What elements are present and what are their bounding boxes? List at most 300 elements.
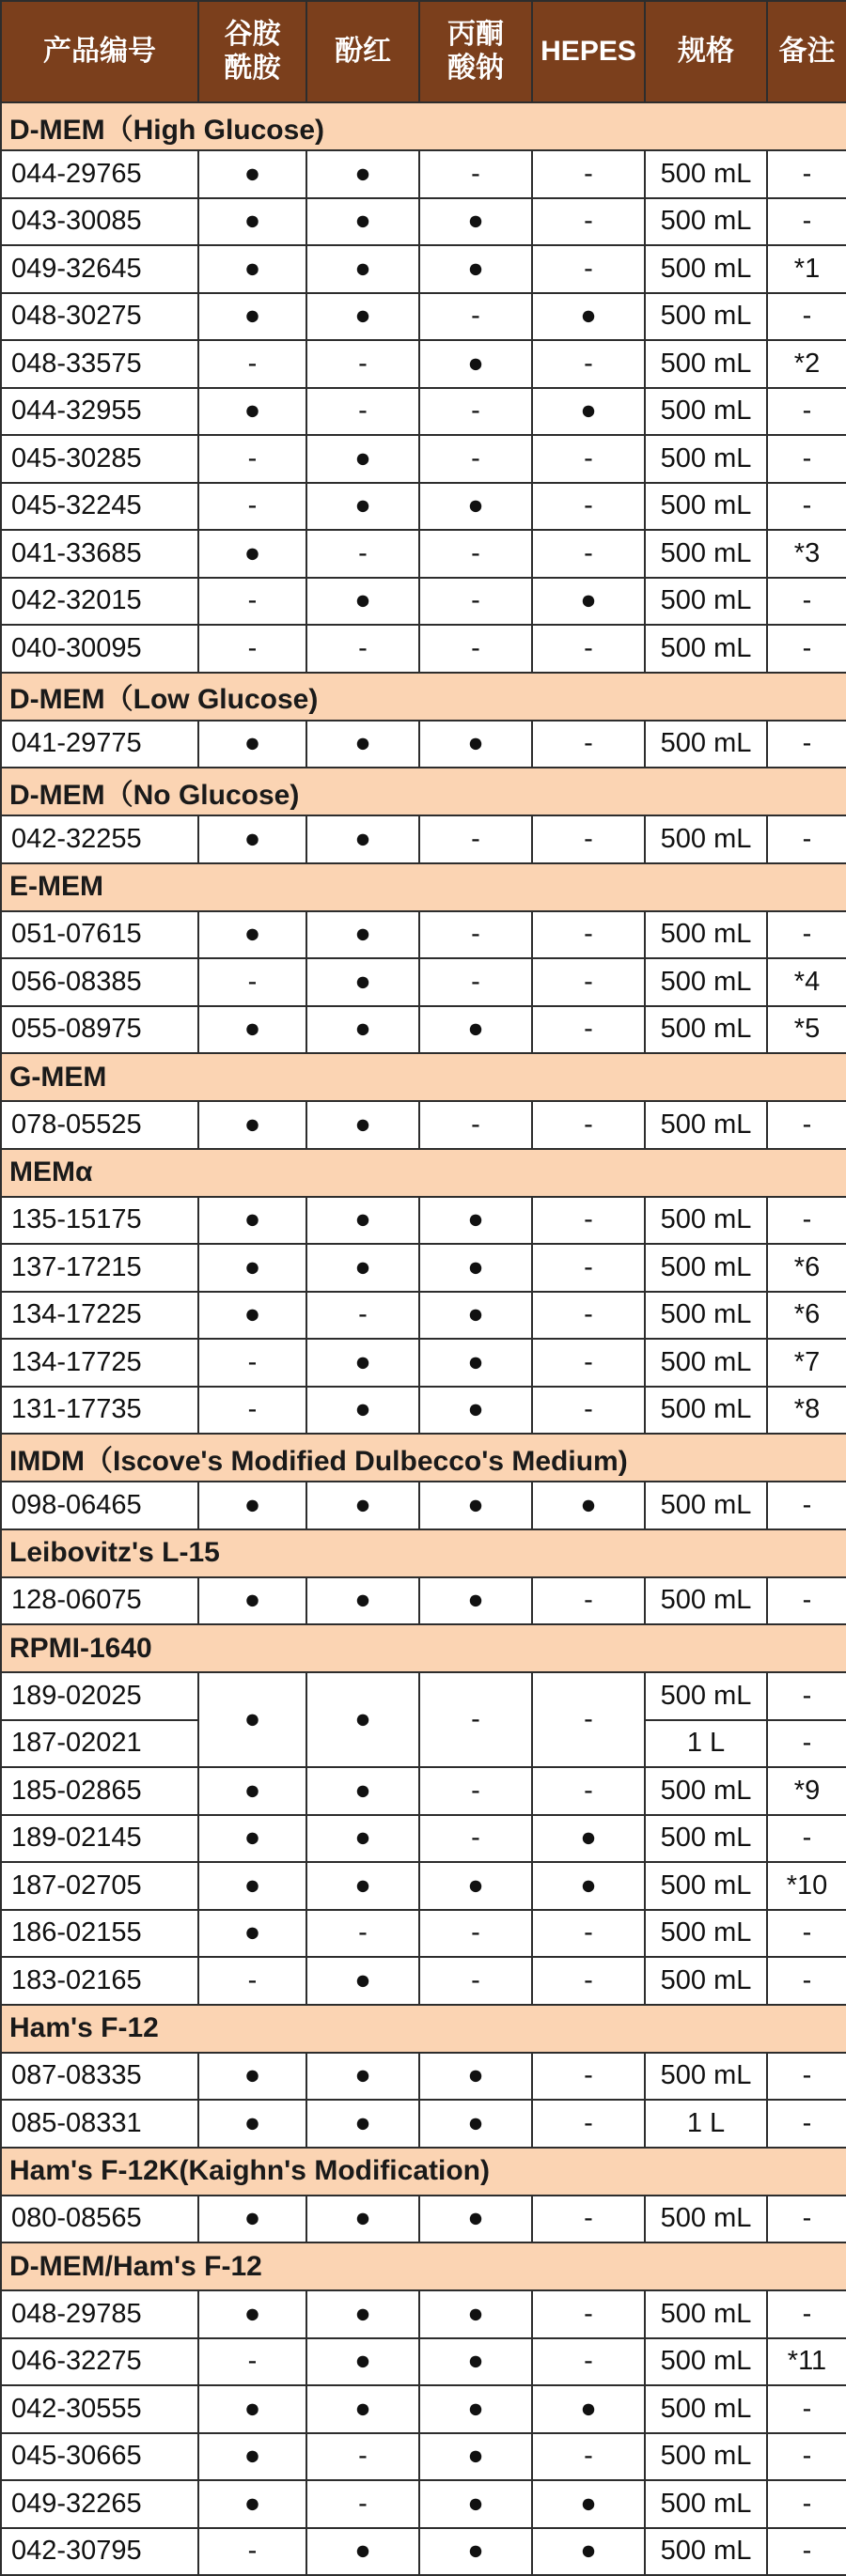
table-row (1, 1672, 846, 1720)
cell-hepes: - (532, 1197, 645, 1245)
cell-glu: - (198, 1957, 306, 2005)
cell-glu: ● (198, 2053, 306, 2101)
product-code: 042-30555 (1, 2385, 198, 2433)
cell-glu: - (198, 1387, 306, 1435)
cell-size: 500 mL (645, 293, 767, 341)
header-pyruvate (419, 1, 532, 102)
cell-glu: ● (198, 245, 306, 293)
cell-hepes: ● (532, 293, 645, 341)
cell-hepes: - (532, 2100, 645, 2148)
product-code: 135-15175 (1, 1197, 198, 1245)
cell-hepes: ● (532, 2385, 645, 2433)
cell-hepes: ● (532, 2480, 645, 2528)
cell-pr: ● (306, 150, 419, 198)
cell-size: 500 mL (645, 815, 767, 863)
cell-hepes: - (532, 2290, 645, 2338)
cell-pyr: - (419, 1957, 532, 2005)
cell-note: - (767, 1577, 846, 1625)
table-row (1, 198, 846, 246)
cell-pyr: - (419, 911, 532, 959)
header-pyruvate-line1: 丙酮 (447, 19, 504, 50)
cell-note: - (767, 2290, 846, 2338)
cell-glu: ● (198, 1244, 306, 1292)
cell-size: 500 mL (645, 435, 767, 483)
product-code: 042-30795 (1, 2528, 198, 2576)
product-code: 041-33685 (1, 530, 198, 578)
product-code: 134-17725 (1, 1339, 198, 1387)
cell-hepes: - (532, 1957, 645, 2005)
cell-pyr: ● (419, 1387, 532, 1435)
cell-glu: ● (198, 1767, 306, 1815)
cell-size: 500 mL (645, 625, 767, 673)
cell-hepes: - (532, 530, 645, 578)
cell-pr: - (306, 530, 419, 578)
section-title: D-MEM（High Glucose) (1, 102, 846, 150)
cell-hepes: - (532, 198, 645, 246)
cell-pr: ● (306, 1482, 419, 1529)
cell-pr: ● (306, 911, 419, 959)
cell-note: - (767, 2053, 846, 2101)
cell-glu: - (198, 2338, 306, 2386)
cell-glu: ● (198, 1006, 306, 1054)
cell-pyr: - (419, 815, 532, 863)
cell-glu: ● (198, 388, 306, 436)
cell-note: - (767, 198, 846, 246)
cell-pyr: - (419, 1910, 532, 1958)
cell-size: 500 mL (645, 483, 767, 531)
cell-glu: ● (198, 530, 306, 578)
cell-hepes: - (532, 911, 645, 959)
product-code: 185-02865 (1, 1767, 198, 1815)
cell-pr: ● (306, 1244, 419, 1292)
cell-hepes: - (532, 2196, 645, 2243)
header-glutamine-line1: 谷胺 (224, 19, 281, 50)
cell-glu: ● (198, 1197, 306, 1245)
cell-pr: ● (306, 1815, 419, 1863)
cell-pyr: - (419, 1101, 532, 1149)
cell-glu: - (198, 340, 306, 388)
cell-pyr: - (419, 530, 532, 578)
cell-note: - (767, 2528, 846, 2576)
product-code: 183-02165 (1, 1957, 198, 2005)
cell-pyr: ● (419, 721, 532, 768)
cell-note: - (767, 1815, 846, 1863)
cell-hepes: - (532, 1244, 645, 1292)
cell-pyr: ● (419, 1292, 532, 1340)
cell-glu: ● (198, 1577, 306, 1625)
product-code: 087-08335 (1, 2053, 198, 2101)
section-title: D-MEM（No Glucose) (1, 768, 846, 815)
table-row (1, 2053, 846, 2101)
cell-pr: ● (306, 2290, 419, 2338)
table-row (1, 530, 846, 578)
cell-glu: - (198, 483, 306, 531)
cell-note: *5 (767, 1006, 846, 1054)
cell-pr: ● (306, 721, 419, 768)
table-row (1, 1101, 846, 1149)
header-glutamine (198, 1, 306, 102)
product-code: 046-32275 (1, 2338, 198, 2386)
cell-pr: ● (306, 1767, 419, 1815)
cell-pyr: - (419, 625, 532, 673)
cell-size: 500 mL (645, 198, 767, 246)
cell-hepes: - (532, 1101, 645, 1149)
table-row (1, 1577, 846, 1625)
cell-size: 500 mL (645, 2053, 767, 2101)
cell-hepes: - (532, 815, 645, 863)
table-row (1, 1957, 846, 2005)
table-row (1, 958, 846, 1006)
cell-hepes: ● (532, 1482, 645, 1529)
header-row (1, 1, 846, 102)
cell-hepes: - (532, 245, 645, 293)
table-row (1, 340, 846, 388)
cell-note: - (767, 1672, 846, 1720)
cell-size: 500 mL (645, 1862, 767, 1910)
cell-pyr: - (419, 1767, 532, 1815)
table-body (1, 102, 846, 2575)
cell-note: - (767, 293, 846, 341)
cell-size: 500 mL (645, 1339, 767, 1387)
header-glutamine-line2: 酰胺 (224, 53, 281, 84)
cell-note: - (767, 578, 846, 626)
cell-hepes: ● (532, 1862, 645, 1910)
product-code: 189-02145 (1, 1815, 198, 1863)
cell-pr: ● (306, 2053, 419, 2101)
cell-size: 500 mL (645, 1244, 767, 1292)
cell-size: 500 mL (645, 2433, 767, 2481)
cell-pyr: ● (419, 2528, 532, 2576)
product-code: 045-32245 (1, 483, 198, 531)
cell-pr: ● (306, 2528, 419, 2576)
cell-pr: ● (306, 2338, 419, 2386)
cell-size: 500 mL (645, 1387, 767, 1435)
product-code: 098-06465 (1, 1482, 198, 1529)
cell-pr: - (306, 2480, 419, 2528)
cell-size: 500 mL (645, 958, 767, 1006)
cell-glu: ● (198, 1101, 306, 1149)
cell-pyr: ● (419, 2290, 532, 2338)
cell-size: 1 L (645, 2100, 767, 2148)
cell-pr: ● (306, 1339, 419, 1387)
cell-pyr: ● (419, 2100, 532, 2148)
cell-pr: ● (306, 1197, 419, 1245)
product-code: 040-30095 (1, 625, 198, 673)
cell-pyr: - (419, 293, 532, 341)
cell-pr: ● (306, 483, 419, 531)
cell-pr: - (306, 2433, 419, 2481)
section-title: Leibovitz's L-15 (1, 1529, 846, 1577)
table-row (1, 2385, 846, 2433)
cell-hepes: - (532, 1910, 645, 1958)
cell-note: - (767, 2480, 846, 2528)
cell-hepes: ● (532, 2528, 645, 2576)
cell-pr: ● (306, 1387, 419, 1435)
product-code: 043-30085 (1, 198, 198, 246)
table-row (1, 1244, 846, 1292)
table-row (1, 721, 846, 768)
table-row (1, 483, 846, 531)
cell-hepes: - (532, 625, 645, 673)
cell-glu: - (198, 625, 306, 673)
section-title: IMDM（Iscove's Modified Dulbecco's Medium) (1, 1434, 846, 1482)
cell-pr: ● (306, 2100, 419, 2148)
cell-glu: ● (198, 150, 306, 198)
cell-glu: - (198, 958, 306, 1006)
cell-note: *7 (767, 1339, 846, 1387)
product-code: 137-17215 (1, 1244, 198, 1292)
table-row (1, 2100, 846, 2148)
table-row (1, 388, 846, 436)
cell-pr: - (306, 625, 419, 673)
table-row (1, 2196, 846, 2243)
cell-size: 500 mL (645, 530, 767, 578)
cell-glu: ● (198, 2100, 306, 2148)
product-code: 045-30285 (1, 435, 198, 483)
cell-glu: - (198, 435, 306, 483)
cell-note: - (767, 625, 846, 673)
section-title: Ham's F-12K(Kaighn's Modification) (1, 2148, 846, 2196)
cell-pyr: ● (419, 2196, 532, 2243)
cell-pr: - (306, 1910, 419, 1958)
cell-pr: ● (306, 1101, 419, 1149)
product-code: 049-32265 (1, 2480, 198, 2528)
product-code: 134-17225 (1, 1292, 198, 1340)
cell-glu: ● (198, 911, 306, 959)
cell-pyr: ● (419, 1862, 532, 1910)
section-row (1, 2148, 846, 2196)
cell-pr: - (306, 1292, 419, 1340)
cell-note: *11 (767, 2338, 846, 2386)
cell-pyr: - (419, 388, 532, 436)
cell-glu: ● (198, 815, 306, 863)
product-code: 042-32015 (1, 578, 198, 626)
cell-hepes: - (532, 1387, 645, 1435)
cell-size: 500 mL (645, 1101, 767, 1149)
section-row (1, 1053, 846, 1101)
table-row (1, 1815, 846, 1863)
cell-note: *6 (767, 1292, 846, 1340)
cell-hepes: - (532, 1339, 645, 1387)
cell-hepes: - (532, 150, 645, 198)
section-title: G-MEM (1, 1053, 846, 1101)
table-row (1, 1767, 846, 1815)
cell-size: 1 L (645, 1720, 767, 1768)
cell-note: *2 (767, 340, 846, 388)
cell-size: 500 mL (645, 2338, 767, 2386)
cell-note: - (767, 911, 846, 959)
cell-glu: ● (198, 1672, 306, 1767)
cell-glu: - (198, 2528, 306, 2576)
product-code: 189-02025 (1, 1672, 198, 1720)
table-row (1, 1862, 846, 1910)
cell-note: *1 (767, 245, 846, 293)
cell-glu: - (198, 578, 306, 626)
cell-pyr: ● (419, 2053, 532, 2101)
table-row (1, 245, 846, 293)
cell-pyr: ● (419, 340, 532, 388)
cell-glu: ● (198, 293, 306, 341)
product-code: 048-30275 (1, 293, 198, 341)
cell-pr: ● (306, 1862, 419, 1910)
cell-hepes: ● (532, 578, 645, 626)
cell-note: *6 (767, 1244, 846, 1292)
cell-note: - (767, 2385, 846, 2433)
cell-size: 500 mL (645, 2528, 767, 2576)
cell-note: - (767, 435, 846, 483)
cell-size: 500 mL (645, 2196, 767, 2243)
product-code: 045-30665 (1, 2433, 198, 2481)
cell-note: *10 (767, 1862, 846, 1910)
header-note: 备注 (767, 1, 846, 102)
table-row (1, 2338, 846, 2386)
cell-glu: ● (198, 1862, 306, 1910)
header-phenol-red: 酚红 (306, 1, 419, 102)
cell-pyr: - (419, 1672, 532, 1767)
header-hepes: HEPES (532, 1, 645, 102)
cell-glu: ● (198, 2385, 306, 2433)
cell-pyr: - (419, 578, 532, 626)
section-title: RPMI-1640 (1, 1624, 846, 1672)
cell-size: 500 mL (645, 911, 767, 959)
cell-note: - (767, 1720, 846, 1768)
cell-note: - (767, 150, 846, 198)
table-row (1, 2290, 846, 2338)
cell-hepes: - (532, 2433, 645, 2481)
section-row (1, 863, 846, 911)
cell-size: 500 mL (645, 2480, 767, 2528)
cell-pr: ● (306, 198, 419, 246)
cell-pr: - (306, 388, 419, 436)
product-code: 056-08385 (1, 958, 198, 1006)
table-row (1, 435, 846, 483)
cell-glu: ● (198, 1292, 306, 1340)
cell-glu: - (198, 1339, 306, 1387)
cell-size: 500 mL (645, 1767, 767, 1815)
table-row (1, 1482, 846, 1529)
table-row (1, 911, 846, 959)
cell-glu: ● (198, 2196, 306, 2243)
cell-pr: - (306, 340, 419, 388)
section-row (1, 1529, 846, 1577)
product-code: 131-17735 (1, 1387, 198, 1435)
table-row (1, 2528, 846, 2576)
section-title: E-MEM (1, 863, 846, 911)
cell-size: 500 mL (645, 245, 767, 293)
cell-glu: ● (198, 2480, 306, 2528)
cell-glu: ● (198, 2433, 306, 2481)
cell-hepes: - (532, 2338, 645, 2386)
product-code: 085-08331 (1, 2100, 198, 2148)
cell-note: - (767, 721, 846, 768)
cell-hepes: ● (532, 1815, 645, 1863)
cell-size: 500 mL (645, 2290, 767, 2338)
cell-size: 500 mL (645, 578, 767, 626)
cell-glu: ● (198, 1815, 306, 1863)
cell-glu: ● (198, 2290, 306, 2338)
cell-hepes: - (532, 435, 645, 483)
table-row (1, 1339, 846, 1387)
cell-pyr: ● (419, 2385, 532, 2433)
cell-pyr: ● (419, 1197, 532, 1245)
cell-note: - (767, 1101, 846, 1149)
cell-note: *8 (767, 1387, 846, 1435)
cell-hepes: - (532, 2053, 645, 2101)
cell-hepes: - (532, 721, 645, 768)
product-code: 128-06075 (1, 1577, 198, 1625)
cell-note: - (767, 2100, 846, 2148)
cell-note: *3 (767, 530, 846, 578)
cell-note: - (767, 815, 846, 863)
cell-pyr: ● (419, 1339, 532, 1387)
header-size: 规格 (645, 1, 767, 102)
section-title: Ham's F-12 (1, 2005, 846, 2053)
product-code: 042-32255 (1, 815, 198, 863)
table-row (1, 578, 846, 626)
section-title: D-MEM（Low Glucose) (1, 673, 846, 721)
cell-size: 500 mL (645, 1577, 767, 1625)
table-row (1, 1910, 846, 1958)
cell-pr: ● (306, 815, 419, 863)
product-code: 048-29785 (1, 2290, 198, 2338)
section-row (1, 1149, 846, 1197)
product-code: 078-05525 (1, 1101, 198, 1149)
cell-hepes: - (532, 1672, 645, 1767)
product-code: 080-08565 (1, 2196, 198, 2243)
table-row (1, 2433, 846, 2481)
cell-note: - (767, 2196, 846, 2243)
cell-note: - (767, 1957, 846, 2005)
product-code: 041-29775 (1, 721, 198, 768)
section-row (1, 768, 846, 815)
section-row (1, 1434, 846, 1482)
product-code: 048-33575 (1, 340, 198, 388)
cell-hepes: ● (532, 388, 645, 436)
cell-size: 500 mL (645, 1910, 767, 1958)
cell-pyr: ● (419, 483, 532, 531)
cell-note: - (767, 1197, 846, 1245)
cell-hepes: - (532, 483, 645, 531)
cell-pr: ● (306, 958, 419, 1006)
section-row (1, 2005, 846, 2053)
cell-pyr: ● (419, 1244, 532, 1292)
cell-note: - (767, 1910, 846, 1958)
cell-note: *9 (767, 1767, 846, 1815)
product-code: 044-32955 (1, 388, 198, 436)
cell-note: *4 (767, 958, 846, 1006)
cell-pyr: - (419, 435, 532, 483)
product-code: 044-29765 (1, 150, 198, 198)
product-code: 051-07615 (1, 911, 198, 959)
cell-pyr: - (419, 150, 532, 198)
cell-size: 500 mL (645, 1292, 767, 1340)
cell-size: 500 mL (645, 1957, 767, 2005)
cell-size: 500 mL (645, 1006, 767, 1054)
cell-size: 500 mL (645, 1482, 767, 1529)
table-row (1, 1197, 846, 1245)
table-row (1, 1387, 846, 1435)
cell-pyr: ● (419, 198, 532, 246)
cell-hepes: - (532, 1577, 645, 1625)
cell-note: - (767, 2433, 846, 2481)
section-row (1, 2242, 846, 2290)
cell-pyr: ● (419, 245, 532, 293)
cell-pyr: - (419, 1815, 532, 1863)
product-code: 187-02705 (1, 1862, 198, 1910)
cell-pr: ● (306, 2196, 419, 2243)
cell-note: - (767, 1482, 846, 1529)
cell-note: - (767, 483, 846, 531)
